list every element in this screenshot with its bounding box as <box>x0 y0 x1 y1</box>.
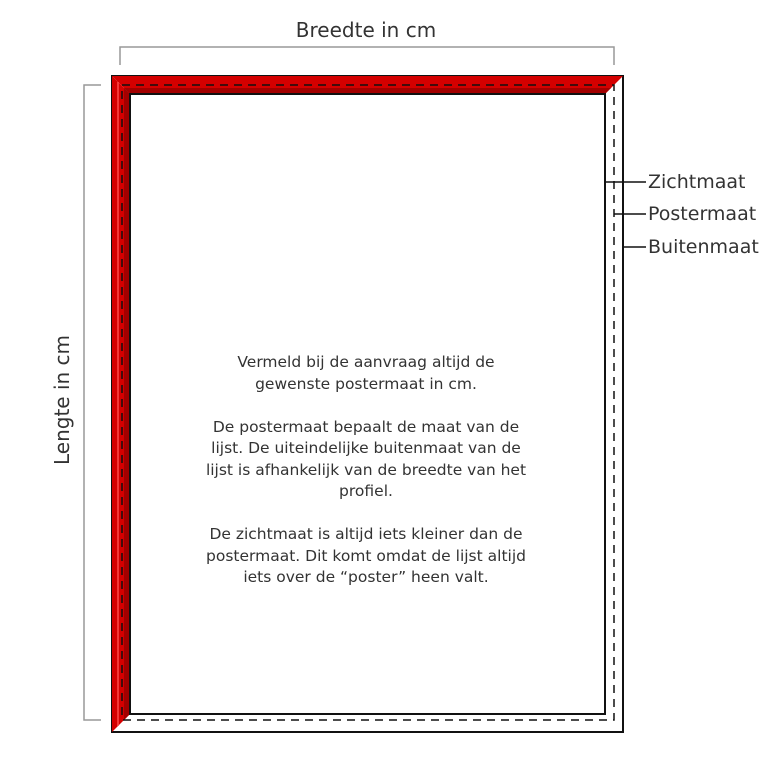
info-paragraph-zichtmaat: De zichtmaat is altijd iets kleiner dan de postermaat. Dit komt omdat de lijst altijd iets over de “poster” heen valt. <box>206 525 526 586</box>
postermaat-label: Postermaat <box>648 203 757 225</box>
length-label: Lengte in cm <box>50 334 74 466</box>
info-text <box>200 352 532 610</box>
width-label: Breedte in cm <box>295 18 437 42</box>
buitenmaat-label: Buitenmaat <box>648 236 759 258</box>
info-paragraph-request: Vermeld bij de aanvraag altijd de gewenste postermaat in cm. <box>237 353 495 393</box>
length-dimension-bracket <box>84 85 101 720</box>
zichtmaat-label: Zichtmaat <box>648 171 746 193</box>
width-dimension-bracket <box>120 47 614 65</box>
info-paragraph-postermaat: De postermaat bepaalt de maat van de lijst. De uiteindelijke buitenmaat van de lijst is afhankelijk van de breedte van het profiel. <box>205 417 527 500</box>
